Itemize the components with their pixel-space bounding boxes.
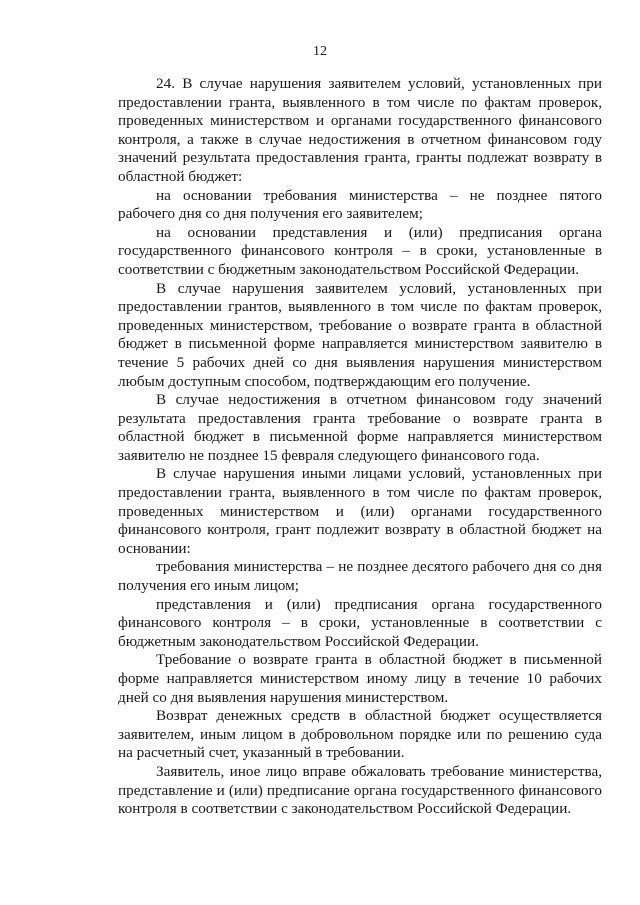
paragraph-24: 24. В случае нарушения заявителем условий, установленных при предоставлении гранта, выявленного в том числе по фактам проверок, проведенных министерством и органами государственного финансового контроля, а также в случае недостижения в отчетном финансовом году значений результата предоставления гранта, гранты подлежат возврату в областной бюджет: bbox=[118, 75, 602, 185]
paragraph-appeal-right: Заявитель, иное лицо вправе обжаловать требование министерства, представление и (или) предписание органа государственного финансового контроля в соответствии с законодательством Российской Федерации. bbox=[118, 762, 602, 818]
paragraph-other-person-ministry-deadline: требования министерства – не позднее десятого рабочего дня со дня получения его иным лицом; bbox=[118, 558, 602, 595]
paragraph-funds-return: Возврат денежных средств в областной бюджет осуществляется заявителем, иным лицом в добровольном порядке или по решению суда на расчетный счет, указанный в требовании. bbox=[118, 707, 602, 762]
document-body bbox=[118, 75, 602, 819]
paragraph-control-body-order-deadline: на основании представления и (или) предписания органа государственного финансового контроля – в сроки, установленные в соответствии с бюджетным законодательством Российской Федерации. bbox=[118, 223, 602, 278]
page-number: 12 bbox=[313, 44, 327, 59]
paragraph-ministry-requirement-deadline: на основании требования министерства – не позднее пятого рабочего дня со дня получения его заявителем; bbox=[118, 186, 602, 223]
paragraph-other-persons-violation: В случае нарушения иными лицами условий, установленных при предоставлении гранта, выявленного в том числе по фактам проверок, проведенных министерством и (или) органами государственного финансового контроля, грант подлежит возврату в областной бюджет на основании: bbox=[118, 465, 602, 557]
paragraph-violation-requirement: В случае нарушения заявителем условий, установленных при предоставлении грантов, выявленного в том числе по фактам проверок, проведенных министерством, требование о возврате гранта в областной бюджет в письменной форме направляется министерством заявителю в течение 5 рабочих дней со дня выявления нарушения министерством любым доступным способом, подтверждающим его получение. bbox=[118, 279, 602, 390]
paragraph-requirement-to-other-person: Требование о возврате гранта в областной бюджет в письменной форме направляется министерством иному лицу в течение 10 рабочих дней со дня выявления нарушения министерством. bbox=[118, 651, 602, 706]
paragraph-result-not-achieved: В случае недостижения в отчетном финансовом году значений результата предоставления гранта требование о возврате гранта в областной бюджет в письменной форме направляется министерством заявителю не позднее 15 февраля следующего финансового года. bbox=[118, 391, 602, 464]
paragraph-other-person-control-body-deadline: представления и (или) предписания органа государственного финансового контроля – в сроки, установленные в соответствии с бюджетным законодательством Российской Федерации. bbox=[118, 595, 602, 650]
